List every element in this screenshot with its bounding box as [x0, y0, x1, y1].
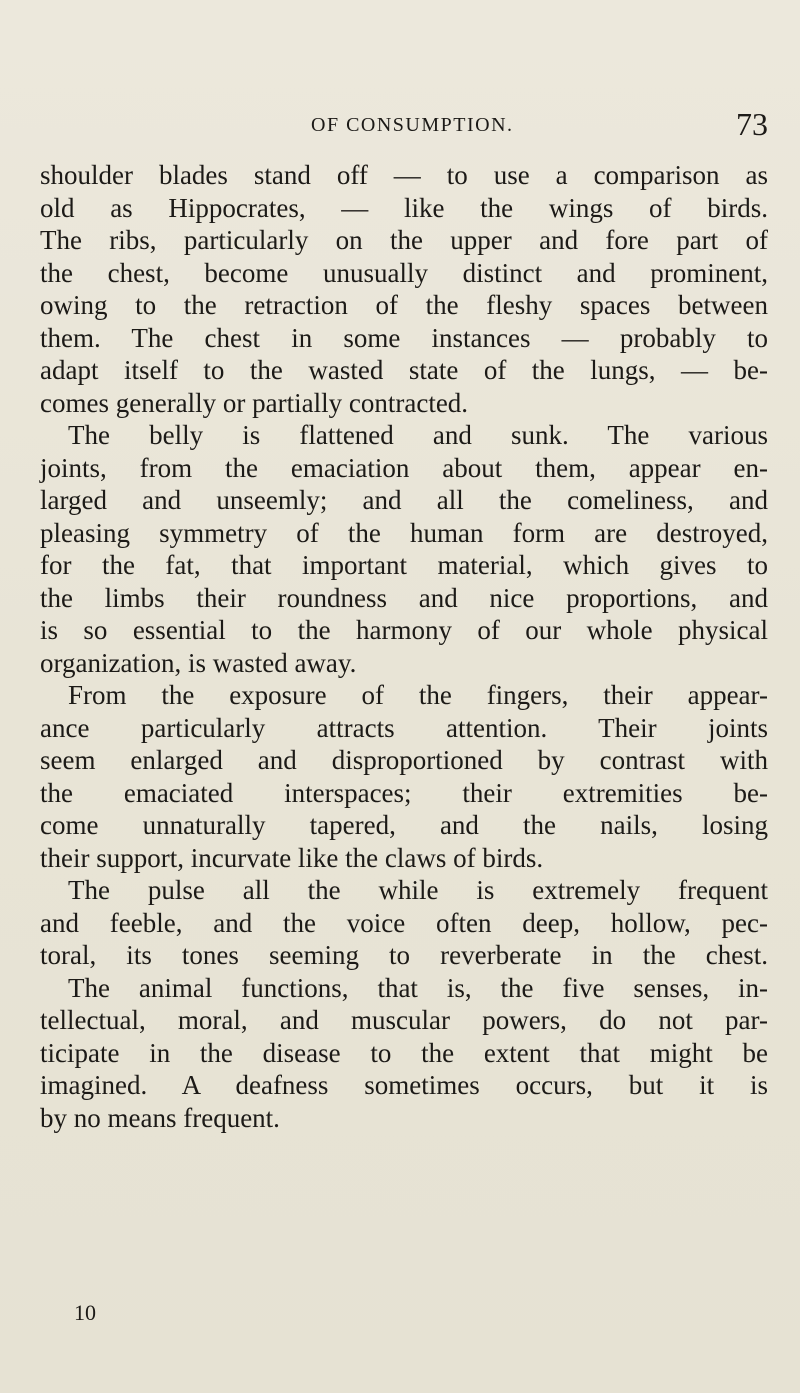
text-line: shoulder blades stand off — to use a comparison as	[40, 160, 768, 190]
text-line: toral, its tones seeming to reverberate in the chest.	[40, 940, 768, 970]
body-text	[40, 159, 768, 1134]
text-line: joints, from the emaciation about them, appear en-	[40, 452, 768, 483]
text-line: come unnaturally tapered, and the nails, losing	[40, 810, 768, 840]
text-line: and feeble, and the voice often deep, hollow, pec-	[40, 907, 768, 938]
signature-mark: 10	[74, 1300, 96, 1325]
text-line: The ribs, particularly on the upper and fore part of	[40, 225, 768, 255]
text-line: the limbs their roundness and nice proportions, and	[40, 582, 768, 613]
text-line: for the fat, that important material, which gives to	[40, 550, 768, 580]
text-line: them. The chest in some instances — probably to	[40, 322, 768, 353]
text-line: tellectual, moral, and muscular powers, do not par-	[40, 1005, 768, 1035]
text-line: the chest, become unusually distinct and prominent,	[40, 257, 768, 288]
text-line: imagined. A deafness sometimes occurs, but it is	[40, 1070, 768, 1100]
running-head	[40, 106, 768, 146]
running-title: OF CONSUMPTION.	[311, 114, 514, 136]
page-number: 73	[736, 106, 768, 142]
text-line: ticipate in the disease to the extent that might be	[40, 1037, 768, 1068]
text-line: pleasing symmetry of the human form are destroyed,	[40, 517, 768, 548]
text-line: organization, is wasted away.	[40, 647, 357, 678]
text-line: larged and unseemly; and all the comeliness, and	[40, 485, 768, 515]
text-line: their support, incurvate like the claws of birds.	[40, 842, 544, 873]
text-line: owing to the retraction of the fleshy spaces between	[40, 290, 768, 320]
text-line: by no means frequent.	[40, 1102, 280, 1133]
text-line: the emaciated interspaces; their extremities be-	[40, 777, 768, 808]
text-line: old as Hippocrates, — like the wings of birds.	[40, 192, 768, 223]
text-line: seem enlarged and disproportioned by contrast with	[40, 745, 768, 775]
text-line: is so essential to the harmony of our whole physical	[40, 615, 768, 645]
paragraph-start: The belly is flattened and sunk. The various	[68, 420, 768, 450]
paragraph-start: From the exposure of the fingers, their appear-	[68, 680, 768, 710]
paragraph-start: The pulse all the while is extremely frequent	[68, 875, 768, 905]
text-line: ance particularly attracts attention. Their joints	[40, 712, 768, 743]
text-line: adapt itself to the wasted state of the lungs, — be-	[40, 355, 768, 385]
text-line: comes generally or partially contracted.	[40, 387, 469, 418]
paragraph-start: The animal functions, that is, the five senses, in-	[68, 972, 768, 1003]
